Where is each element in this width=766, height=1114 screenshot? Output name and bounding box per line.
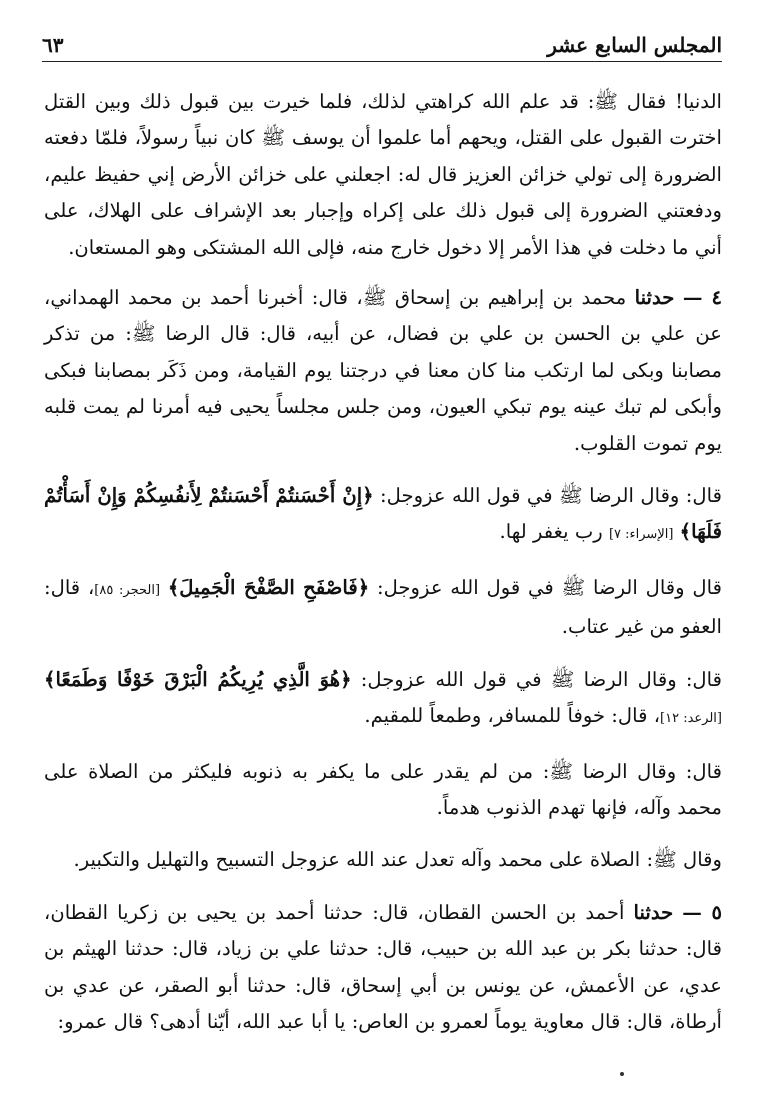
hadith-text: محمد بن إبراهيم بن إسحاق ﷺ، قال: أخبرنا أحمد بن محمد الهمداني، عن علي بن الحسن بن علي بن فضال، عن أبيه، قال: قال الرضا ﷺ: من تذكر مصابنا وبكى لما ارتكب منا كان معنا في درجتنا يوم القيامة، ومن ذَكَر بمصابنا فبكى وأبكى لم تبك عينه يوم تبكي العيون، ومن جلس مجلساً يحيى فيه أمرنا لم يمت قلبه يوم تموت القلوب. (44, 286, 722, 455)
running-header (42, 30, 722, 62)
page-number: ٦٣ (42, 33, 64, 57)
quran-verse: ﴿فَاصْفَحِ الصَّفْحَ الْجَمِيلَ﴾ (167, 575, 370, 599)
hadith-5 (44, 895, 722, 1041)
quran-verse: ﴿هُوَ الَّذِي يُرِيكُمُ الْبَرْقَ خَوْفًا وَطَمَعًا﴾ (44, 667, 352, 691)
chapter-title: المجلس السابع عشر (547, 33, 722, 57)
quran-commentary-2 (44, 570, 722, 646)
hadith-4 (44, 280, 722, 462)
verse-reference: [الإسراء: ٧] (608, 527, 674, 543)
commentary-text: ، قال: العفو من غير عتاب. (44, 575, 722, 639)
commentary-intro: قال: وقال الرضا ﷺ في قول الله عزوجل: (373, 484, 722, 508)
verse-reference: [الحجر: ٨٥] (94, 582, 161, 598)
commentary-text: رب يغفر لها. (499, 520, 609, 544)
saying-1 (44, 754, 722, 827)
quran-commentary-1 (44, 478, 722, 554)
page-body (44, 84, 722, 1056)
commentary-text: ، قال: خوفاً للمسافر، وطمعاً للمقيم. (364, 704, 661, 728)
paragraph-text: وقال ﷺ: الصلاة على محمد وآله تعدل عند الله عزوجل التسبيح والتهليل والتكبير. (73, 848, 722, 872)
hadith-text: أحمد بن الحسن القطان، قال: حدثنا أحمد بن يحيى بن زكريا القطان، قال: حدثنا بكر بن عبد الله بن حبيب، قال: حدثنا علي بن زياد، قال: حدثنا الهيثم بن عدي، عن الأعمش، عن يونس بن أبي إسحاق، قال: حدثنا أبو الصقر، عن عدي بن أرطاة، قال: قال معاوية يوماً لعمرو بن العاص: يا أبا عبد الله، أيّنا أدهى؟ قال عمرو: (44, 900, 722, 1033)
paragraph-text: قال: وقال الرضا ﷺ: من لم يقدر على ما يكفر به ذنوبه فليكثر من الصلاة على محمد وآله، فإنها تهدم الذنوب هدماً. (44, 759, 722, 819)
hadith-lead-word: حدثنا (633, 900, 674, 924)
paragraph-text: الدنيا! فقال ﷺ: قد علم الله كراهتي لذلك، فلما خيرت بين قبول ذلك وبين القتل اخترت القبول على القتل، ويحهم أما علموا أن يوسف ﷺ كان نبياً رسولاً، فلمّا دفعته الضرورة إلى تولي خزائن العزيز قال له: اجعلني على خزائن الأرض إني حفيظ عليم، ودفعتني الضرورة إلى قبول ذلك على إكراه وإجبار بعد الإشراف على الهلاك، على أني ما دخلت في هذا الأمر إلا دخول خارج منه، فإلى الله المشتكى وهو المستعان. (44, 90, 722, 259)
saying-2 (44, 842, 722, 878)
paragraph-continuation (44, 84, 722, 266)
commentary-intro: قال وقال الرضا ﷺ في قول الله عزوجل: (369, 575, 722, 599)
quran-verse: ﴿إِنْ أَحْسَنتُمْ أَحْسَنتُمْ لِأَنفُسِكُمْ وَإِنْ أَسَأْتُمْ فَلَهَا﴾ (44, 484, 722, 544)
hadith-number: ٥ — (682, 900, 722, 924)
hadith-lead-word: حدثنا (634, 286, 675, 310)
ink-speck (620, 1072, 624, 1076)
verse-reference: [الرعد: ١٢] (660, 711, 722, 727)
quran-commentary-3 (44, 662, 722, 738)
hadith-number: ٤ — (682, 286, 723, 310)
commentary-intro: قال: وقال الرضا ﷺ في قول الله عزوجل: (351, 667, 722, 691)
